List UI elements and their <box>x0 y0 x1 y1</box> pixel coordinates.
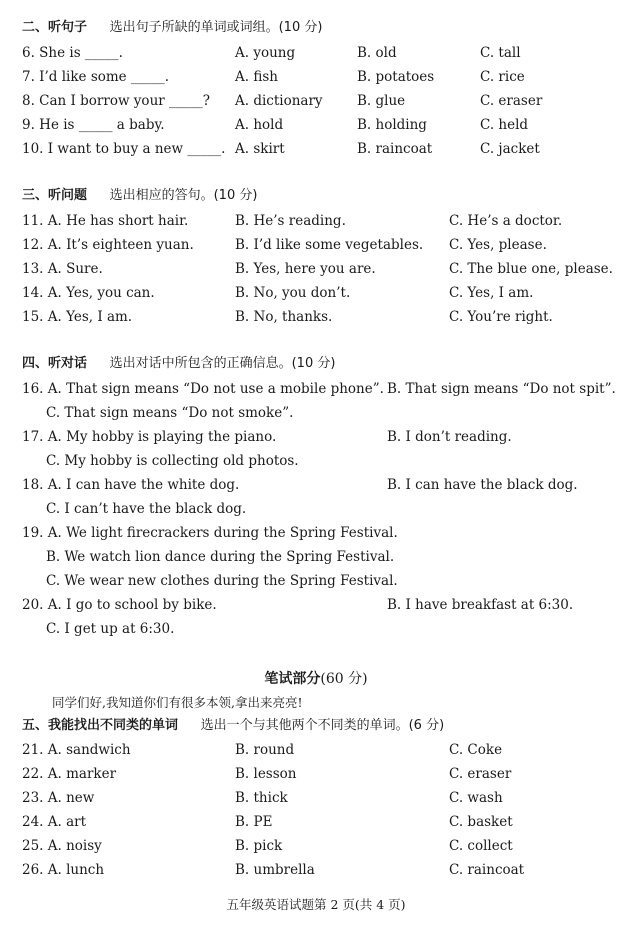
option-text: B. I can have the black dog. <box>387 477 578 493</box>
option-c: C. raincoat <box>449 862 525 878</box>
option-c: C. collect <box>449 838 513 854</box>
question-text: 8. Can I borrow your _____? <box>22 93 210 109</box>
option-c: C. Yes, please. <box>449 237 547 253</box>
option-c: C. rice <box>480 69 525 85</box>
option-b: B. round <box>235 742 295 758</box>
section-3-title: 三、听问题 <box>22 188 88 203</box>
option-b: B. glue <box>357 93 406 109</box>
option-b: B. thick <box>235 790 288 806</box>
option-text: B. I have breakfast at 6:30. <box>387 597 574 613</box>
option-text: C. My hobby is collecting old photos. <box>46 453 299 469</box>
section-2-instruction: 选出句子所缺的单词或词组。(10 分) <box>109 20 323 35</box>
option-b: B. old <box>357 45 397 61</box>
option-text: 16. A. That sign means “Do not use a mobile phone”. <box>22 381 384 397</box>
option-text: C. We wear new clothes during the Spring Festival. <box>46 573 398 589</box>
option-a: 23. A. new <box>22 790 95 806</box>
option-b: B. umbrella <box>235 862 315 878</box>
option-text: B. We watch lion dance during the Spring Festival. <box>46 549 395 565</box>
option-c: C. tall <box>480 45 521 61</box>
option-b: B. I’d like some vegetables. <box>235 237 424 253</box>
option-a: A. skirt <box>235 141 285 157</box>
question-text: 9. He is _____ a baby. <box>22 117 165 133</box>
option-text: B. That sign means “Do not spit”. <box>387 381 616 397</box>
option-text: C. That sign means “Do not smoke”. <box>46 405 294 421</box>
section-3-instruction: 选出相应的答句。(10 分) <box>109 188 258 203</box>
question-text: 10. I want to buy a new _____. <box>22 141 226 157</box>
question-text: 7. I’d like some _____. <box>22 69 170 85</box>
option-text: 20. A. I go to school by bike. <box>22 597 217 613</box>
section-5-instruction: 选出一个与其他两个不同类的单词。(6 分) <box>200 718 445 733</box>
option-b: B. potatoes <box>357 69 435 85</box>
option-c: C. He’s a doctor. <box>449 213 563 229</box>
section-4-header <box>22 355 335 372</box>
section-2-title: 二、听句子 <box>22 20 88 35</box>
option-text: 19. A. We light firecrackers during the Spring Festival. <box>22 525 398 541</box>
option-a: A. fish <box>235 69 278 85</box>
option-c: C. eraser <box>480 93 543 109</box>
option-b: B. lesson <box>235 766 297 782</box>
option-b: B. Yes, here you are. <box>235 261 376 277</box>
option-c: C. jacket <box>480 141 540 157</box>
option-c: C. eraser <box>449 766 512 782</box>
written-part-heading <box>0 668 632 688</box>
page-footer: 五年级英语试题第 2 页(共 4 页) <box>226 897 406 912</box>
option-a: A. dictionary <box>235 93 323 109</box>
option-a: A. hold <box>235 117 284 133</box>
option-a: 25. A. noisy <box>22 838 102 854</box>
option-text: 17. A. My hobby is playing the piano. <box>22 429 277 445</box>
option-a: 11. A. He has short hair. <box>22 213 189 229</box>
option-a: 24. A. art <box>22 814 87 830</box>
written-part-score: (60 分) <box>320 671 368 687</box>
option-c: C. wash <box>449 790 503 806</box>
option-text: 18. A. I can have the white dog. <box>22 477 240 493</box>
section-5-header <box>22 717 444 734</box>
option-a: 13. A. Sure. <box>22 261 103 277</box>
option-a: 21. A. sandwich <box>22 742 131 758</box>
section-5-title: 五、我能找出不同类的单词 <box>22 718 179 733</box>
option-b: B. raincoat <box>357 141 433 157</box>
option-text: C. I get up at 6:30. <box>46 621 175 637</box>
option-a: 14. A. Yes, you can. <box>22 285 155 301</box>
option-c: C. The blue one, please. <box>449 261 613 277</box>
option-a: 12. A. It’s eighteen yuan. <box>22 237 194 253</box>
option-c: C. basket <box>449 814 513 830</box>
section-3-header <box>22 187 257 204</box>
option-b: B. No, you don’t. <box>235 285 351 301</box>
written-part-title: 笔试部分 <box>264 671 321 687</box>
option-a: 22. A. marker <box>22 766 117 782</box>
option-a: 26. A. lunch <box>22 862 105 878</box>
section-4-title: 四、听对话 <box>22 356 88 371</box>
option-c: C. Yes, I am. <box>449 285 534 301</box>
option-a: 15. A. Yes, I am. <box>22 309 133 325</box>
option-c: C. You’re right. <box>449 309 553 325</box>
option-c: C. Coke <box>449 742 503 758</box>
option-text: B. I don’t reading. <box>387 429 512 445</box>
section-2-header <box>22 19 322 36</box>
option-text: C. I can’t have the black dog. <box>46 501 247 517</box>
option-b: B. pick <box>235 838 283 854</box>
section-4-instruction: 选出对话中所包含的正确信息。(10 分) <box>109 356 336 371</box>
option-b: B. No, thanks. <box>235 309 333 325</box>
option-c: C. held <box>480 117 529 133</box>
option-a: A. young <box>235 45 296 61</box>
option-b: B. holding <box>357 117 427 133</box>
option-b: B. He’s reading. <box>235 213 346 229</box>
option-b: B. PE <box>235 814 273 830</box>
greeting-text: 同学们好,我知道你们有很多本领,拿出来亮亮! <box>52 695 303 710</box>
question-text: 6. She is _____. <box>22 45 123 61</box>
